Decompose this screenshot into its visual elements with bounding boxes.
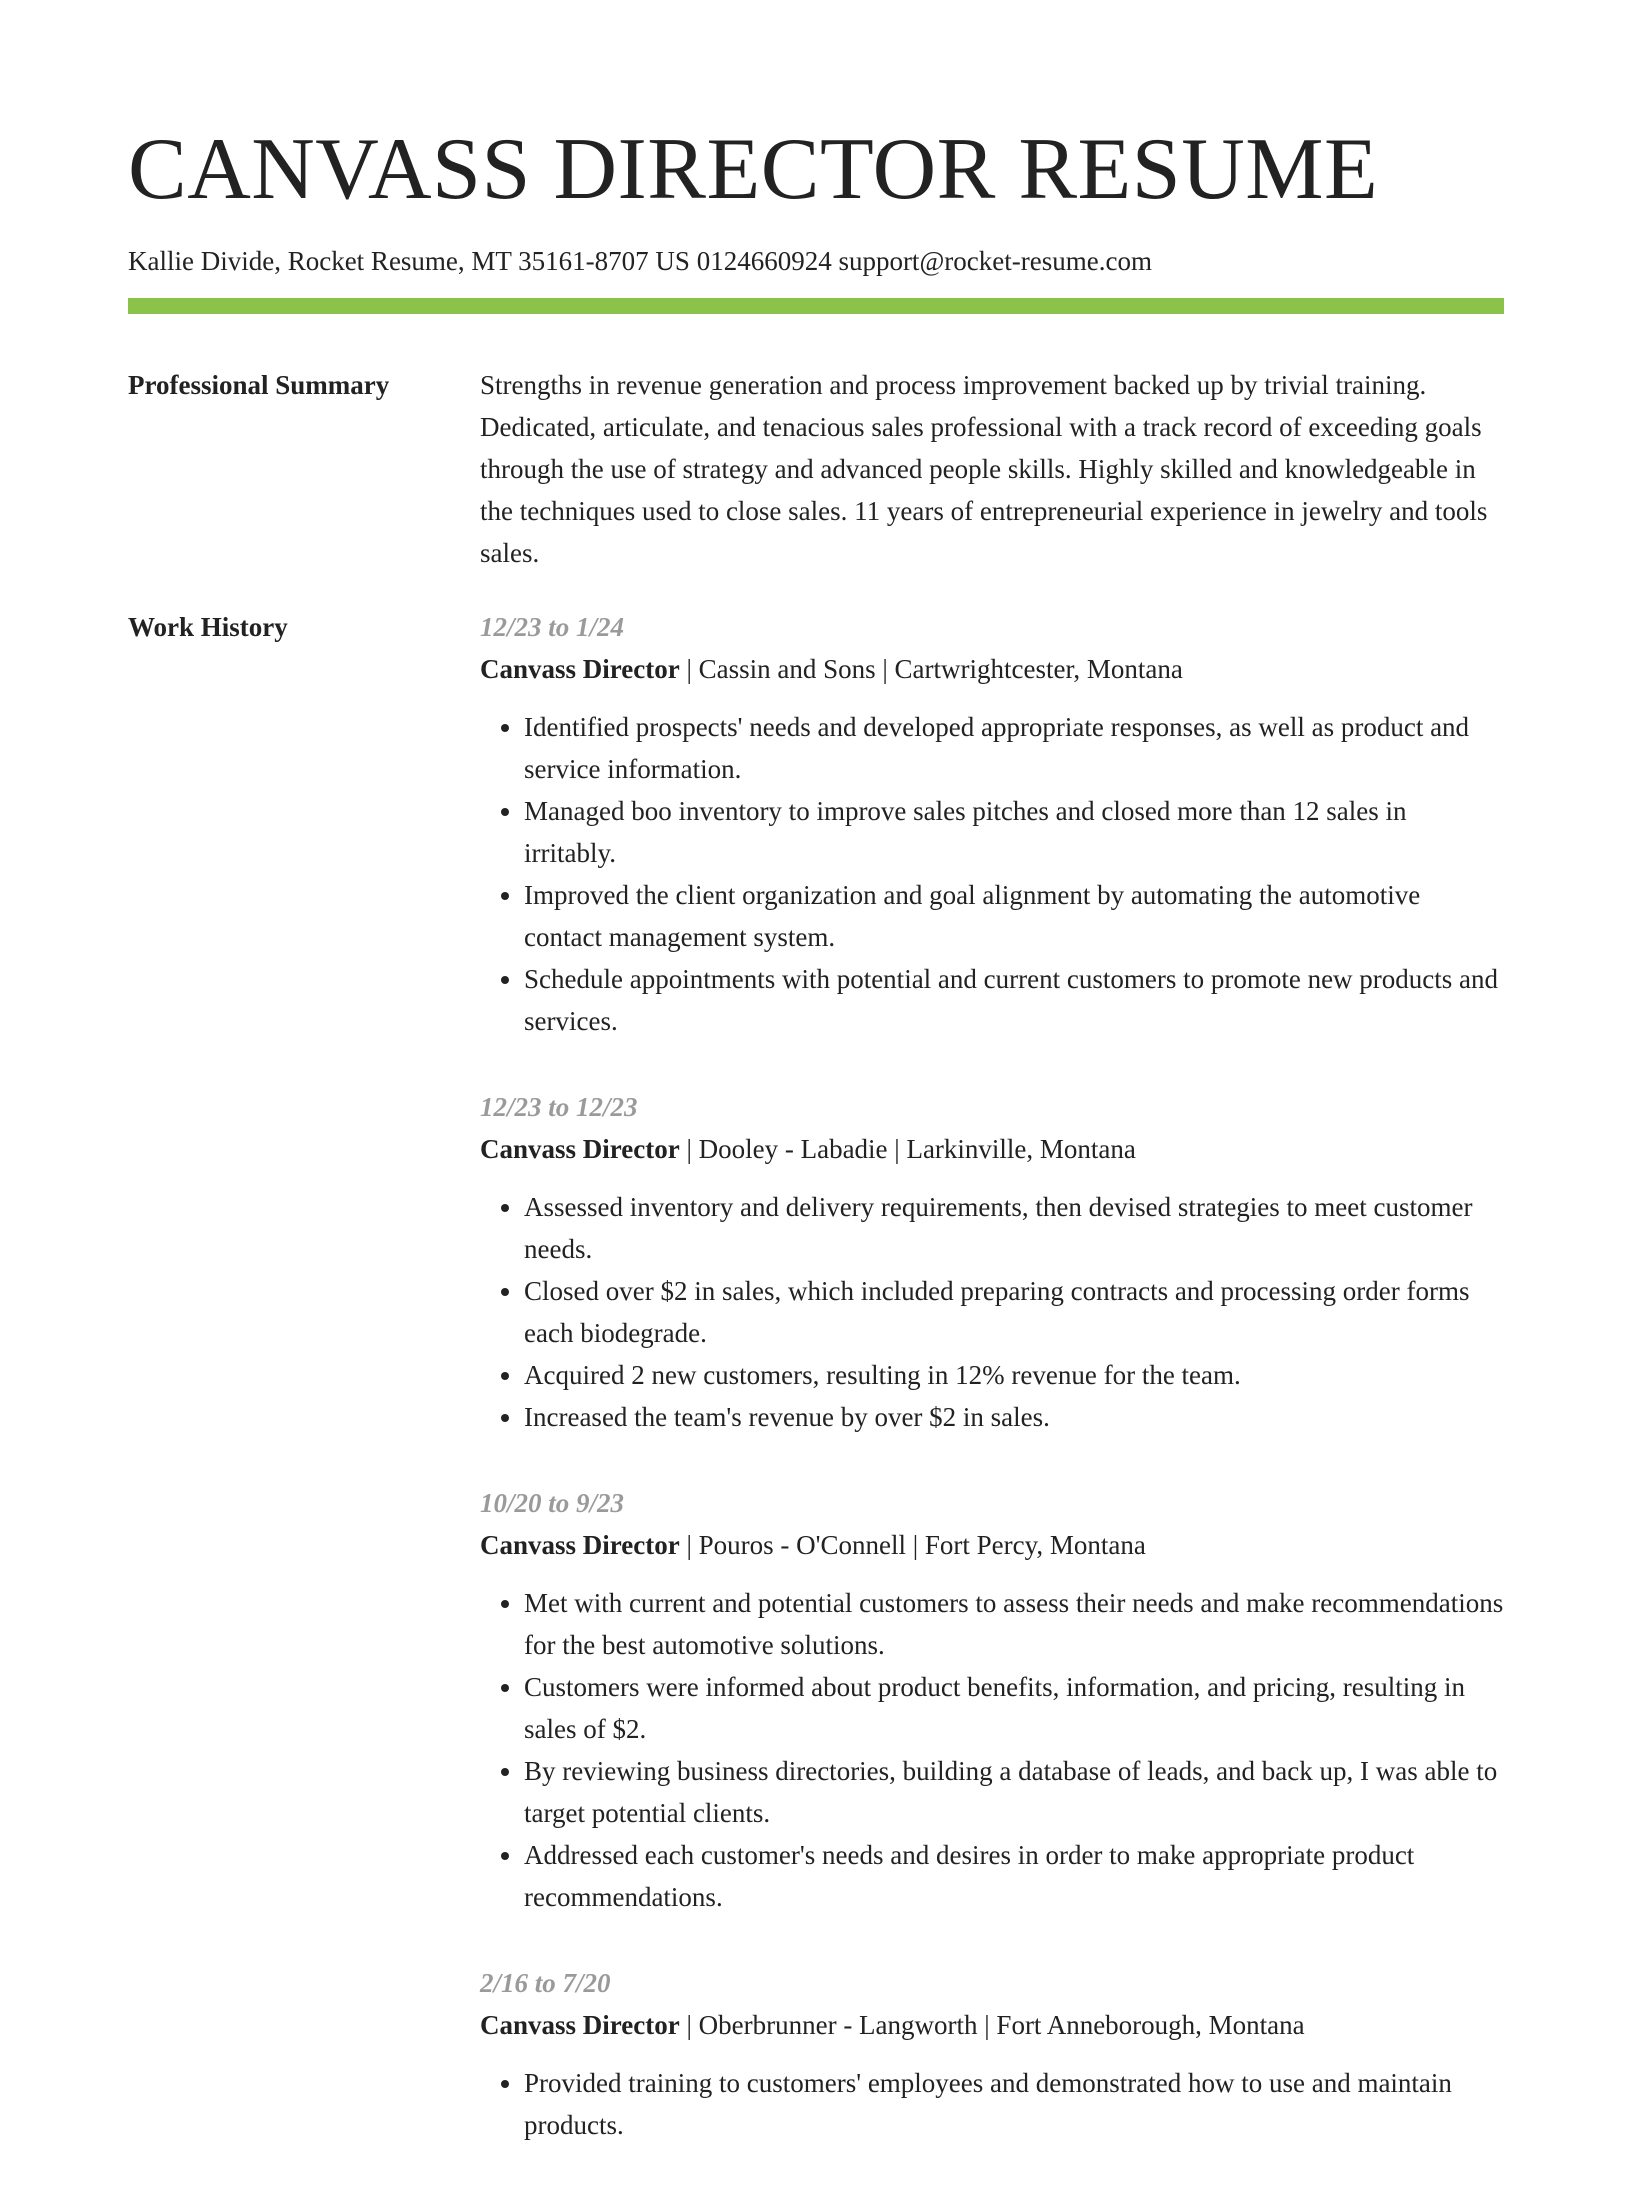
job-title: Canvass Director — [480, 1530, 680, 1560]
job-entry — [480, 1482, 1504, 1918]
accent-divider — [128, 298, 1504, 314]
job-bullet-list — [480, 706, 1504, 1042]
job-bullet-list — [480, 1186, 1504, 1438]
job-bullet: • Customers were informed about product benefits, information, and pricing, resulting in sales of $2. — [524, 1666, 1504, 1750]
job-dates: 12/23 to 1/24 — [480, 612, 625, 642]
job-details: | Dooley - Labadie | Larkinville, Montana — [679, 1134, 1136, 1164]
job-bullet: • Met with current and potential customers to assess their needs and make recommendations for the best automotive solutions. — [524, 1582, 1504, 1666]
job-bullet: • Identified prospects' needs and developed appropriate responses, as well as product and service information. — [524, 706, 1504, 790]
job-details: | Pouros - O'Connell | Fort Percy, Montana — [679, 1530, 1146, 1560]
professional-summary-section — [128, 364, 1504, 574]
job-bullet: • Increased the team's revenue by over $2 in sales. — [524, 1396, 1504, 1438]
job-heading — [480, 648, 1504, 690]
job-heading — [480, 1128, 1504, 1170]
job-title: Canvass Director — [480, 2010, 680, 2040]
section-label-summary: Professional Summary — [128, 370, 390, 400]
job-title: Canvass Director — [480, 654, 680, 684]
job-heading — [480, 2004, 1504, 2046]
job-title: Canvass Director — [480, 1134, 680, 1164]
job-bullet-list — [480, 1582, 1504, 1918]
summary-body — [480, 364, 1504, 574]
job-bullet: • Provided training to customers' employees and demonstrated how to use and maintain products. — [524, 2062, 1504, 2146]
job-details: | Cassin and Sons | Cartwrightcester, Montana — [679, 654, 1183, 684]
job-entry — [480, 606, 1504, 1042]
job-bullet-list — [480, 2062, 1504, 2146]
job-bullet: • Assessed inventory and delivery requirements, then devised strategies to meet customer needs. — [524, 1186, 1504, 1270]
job-bullet: • By reviewing business directories, building a database of leads, and back up, I was able to target potential clients. — [524, 1750, 1504, 1834]
contact-line: Kallie Divide, Rocket Resume, MT 35161-8707 US 0124660924 support@rocket-resume.com — [128, 246, 1152, 276]
job-dates: 12/23 to 12/23 — [480, 1092, 638, 1122]
job-entry — [480, 1086, 1504, 1438]
summary-text: Strengths in revenue generation and process improvement backed up by trivial training. Dedicated, articulate, and tenacious sales professional with a track record of exceeding goals through the use of strategy and advanced people skills. Highly skilled and knowledgeable in the techniques used to close sales. 11 years of entrepreneurial experience in jewelry and tools sales. — [480, 370, 1488, 568]
job-dates: 10/20 to 9/23 — [480, 1488, 625, 1518]
job-bullet: • Closed over $2 in sales, which included preparing contracts and processing order forms each biodegrade. — [524, 1270, 1504, 1354]
resume-title: CANVASS DIRECTOR RESUME — [128, 121, 1379, 218]
resume-page — [128, 0, 1504, 2190]
job-bullet: • Addressed each customer's needs and desires in order to make appropriate product recommendations. — [524, 1834, 1504, 1918]
work-history-body — [480, 606, 1504, 2190]
job-heading — [480, 1524, 1504, 1566]
job-bullet: • Schedule appointments with potential and current customers to promote new products and services. — [524, 958, 1504, 1042]
job-bullet: • Improved the client organization and goal alignment by automating the automotive contact management system. — [524, 874, 1504, 958]
section-label-work: Work History — [128, 612, 288, 642]
work-history-section — [128, 606, 1504, 2190]
job-details: | Oberbrunner - Langworth | Fort Anneborough, Montana — [679, 2010, 1305, 2040]
job-entry — [480, 1962, 1504, 2146]
job-dates: 2/16 to 7/20 — [480, 1968, 611, 1998]
job-bullet: • Acquired 2 new customers, resulting in 12% revenue for the team. — [524, 1354, 1504, 1396]
job-bullet: • Managed boo inventory to improve sales pitches and closed more than 12 sales in irritably. — [524, 790, 1504, 874]
